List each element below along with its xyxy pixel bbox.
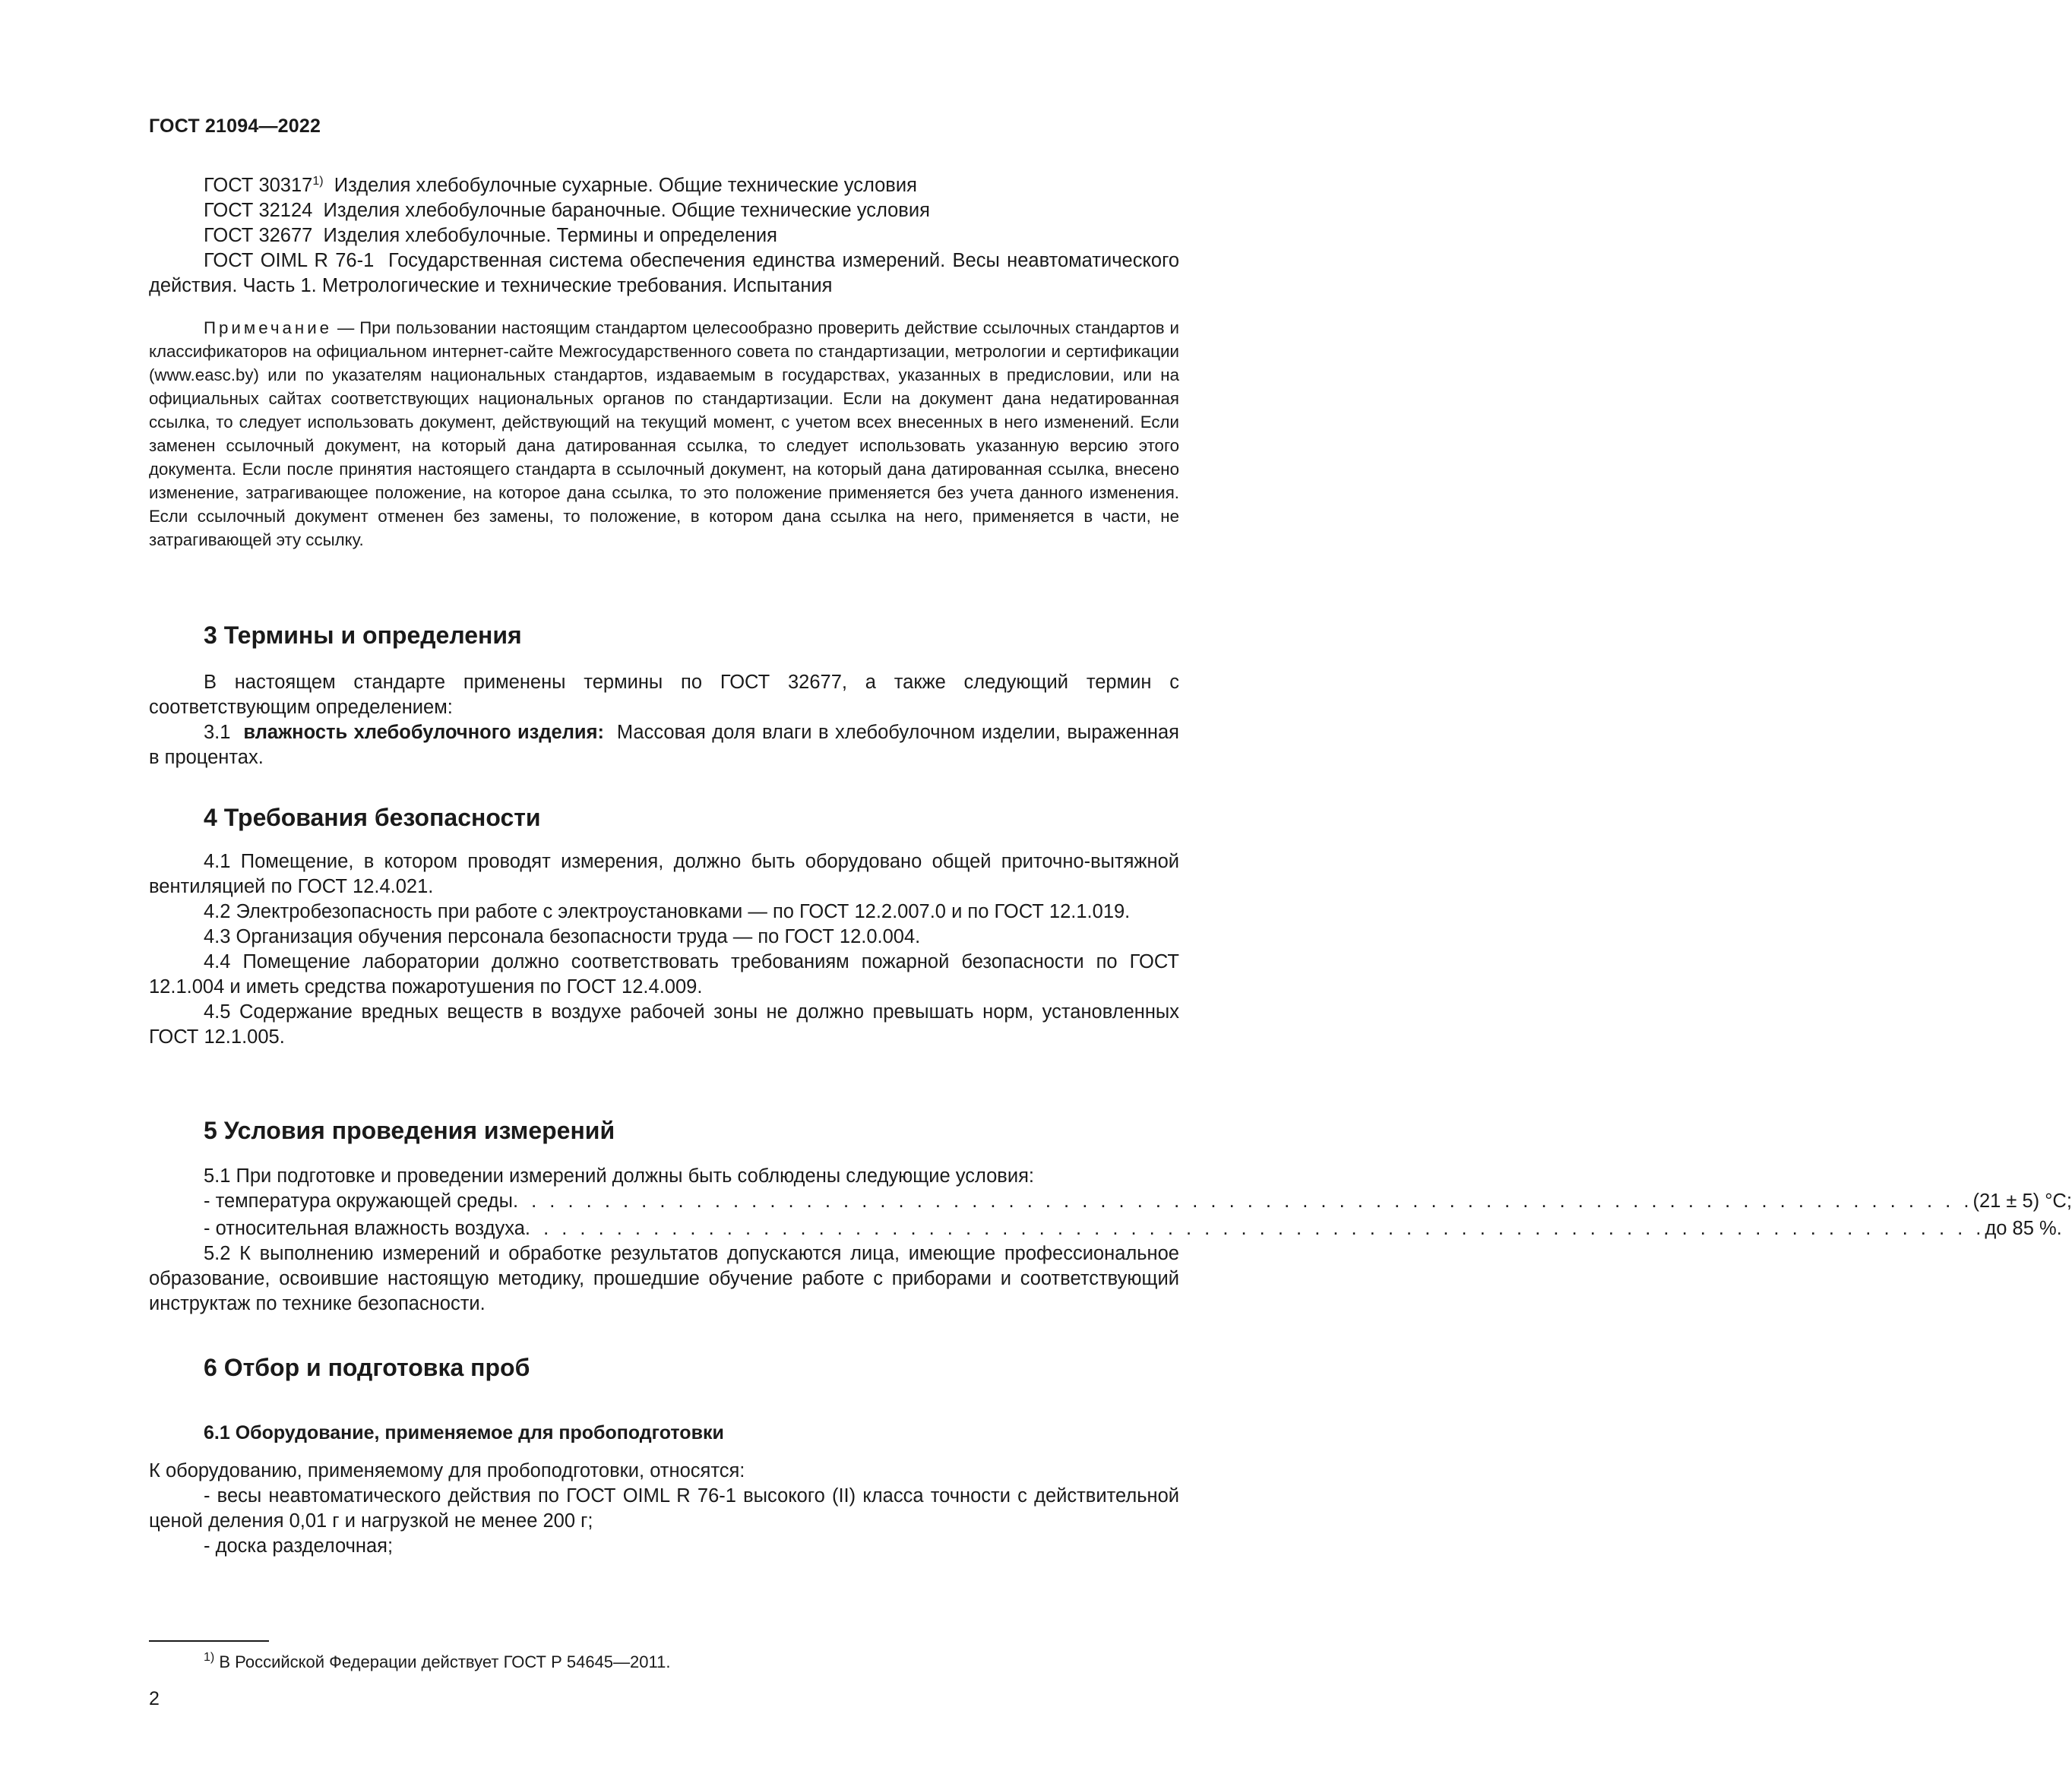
footnote-divider [149, 1640, 269, 1642]
condition-humidity: - относительная влажность воздуха . . . . . . . . . . . . . . . . . . . . . . . . . . . . . . . . . . . . . . . . . . . . . . . . . . . . . . . . . . . . . . . . . . . . . . . . . . . . . . . . до 85 %. [204, 1218, 2062, 1239]
section-6-body [149, 1459, 1179, 1559]
document-header: ГОСТ 21094—2022 [149, 115, 321, 137]
clause-5-1: 5.1 При подготовке и проведении измерений должны быть соблюдены следующие условия: [204, 1165, 1034, 1187]
reference-item: ГОСТ 32124 Изделия хлебобулочные бараночные. Общие технические условия [204, 200, 930, 221]
section-5-body [149, 1164, 2072, 1317]
clause-5-2: 5.2 К выполнению измерений и обработке результатов допускаются лица, имеющие профессиональное образование, освоившие настоящую методику, прошедшие обучение работе с приборами и соответствующий инструктаж по технике безопасности. [149, 1243, 1179, 1314]
clause-4-1: 4.1 Помещение, в котором проводят измерения, должно быть оборудовано общей приточно-вытяжной вентиляцией по ГОСТ 12.4.021. [149, 851, 1179, 897]
section-5-title: 5 Условия проведения измерений [204, 1117, 615, 1144]
equipment-item: - весы неавтоматического действия по ГОСТ OIML R 76-1 высокого (II) класса точности с действительной ценой деления 0,01 г и нагрузкой не менее 200 г; [149, 1485, 1179, 1532]
section-4-body [149, 849, 1179, 1050]
page-number: 2 [149, 1688, 160, 1709]
section-3-body [149, 670, 1179, 770]
section-3-intro: В настоящем стандарте применены термины по ГОСТ 32677, а также следующий термин с соответствующим определением: [149, 672, 1179, 718]
equipment-item: - доска разделочная; [204, 1535, 394, 1557]
clause-4-3: 4.3 Организация обучения персонала безопасности труда — по ГОСТ 12.0.004. [204, 926, 921, 947]
reference-item: ГОСТ 32677 Изделия хлебобулочные. Термины и определения [204, 225, 777, 246]
section-3-title: 3 Термины и определения [204, 621, 522, 649]
reference-item: ГОСТ OIML R 76-1 Государственная система обеспечения единства измерений. Весы неавтоматического действия. Часть 1. Метрологические и технические требования. Испытания [149, 250, 1179, 296]
clause-4-4: 4.4 Помещение лаборатории должно соответствовать требованиям пожарной безопасности по ГОСТ 12.1.004 и иметь средства пожаротушения по ГОСТ 12.4.009. [149, 951, 1179, 998]
footnote: $^{1)}$ В Российской Федерации действует ГОСТ Р 54645—2011. [204, 1651, 671, 1671]
subsection-6-1-title: 6.1 Оборудование, применяемое для пробоподготовки [204, 1422, 724, 1443]
equipment-intro: К оборудованию, применяемому для пробоподготовки, относятся: [149, 1460, 745, 1481]
references-list [149, 173, 1179, 299]
section-6-title: 6 Отбор и подготовка проб [204, 1354, 530, 1381]
reference-item: ГОСТ 30317$^{1)}$ Изделия хлебобулочные сухарные. Общие технические условия [204, 175, 917, 196]
condition-temperature: - температура окружающей среды . . . . . . . . . . . . . . . . . . . . . . . . . . . . . . . . . . . . . . . . . . . . . . . . . . . . . . . . . . . . . . . . . . . . . . . . . . . . . . . . (21 ± 5) °С; [204, 1190, 2072, 1212]
clause-4-5: 4.5 Содержание вредных веществ в воздухе рабочей зоны не должно превышать норм, установленных ГОСТ 12.1.005. [149, 1001, 1179, 1048]
clause-4-2: 4.2 Электробезопасность при работе с электроустановками — по ГОСТ 12.2.007.0 и по ГОСТ 12.1.019. [204, 901, 1131, 922]
reference-note: Примечание — При пользовании настоящим стандартом целесообразно проверить действие ссылочных стандартов и классификаторов на официальном интернет-сайте Межгосударственного совета по стандартизации, метрологии и сертификации (www.easc.by) или по указателям национальных стандартов, издаваемым в государствах, указанных в предисловии, или на официальных сайтах соответствующих национальных органов по стандартизации. Если на документ дана недатированная ссылка, то следует использовать документ, действующий на текущий момент, с учетом всех внесенных в него изменений. Если заменен ссылочный документ, на который дана датированная ссылка, то следует использовать указанную версию этого документа. Если после принятия настоящего стандарта в ссылочный документ, на который дана датированная ссылка, внесено изменение, затрагивающее положение, на которое дана ссылка, то это положение применяется без учета данного изменения. Если ссылочный документ отменен без замены, то положение, в котором дана ссылка на него, применяется в части, не затрагивающей эту ссылку. [149, 318, 1179, 549]
section-4-title: 4 Требования безопасности [204, 804, 541, 831]
term-definition: 3.1 влажность хлебобулочного изделия: Массовая доля влаги в хлебобулочном изделии, выраженная в процентах. [149, 722, 1179, 768]
